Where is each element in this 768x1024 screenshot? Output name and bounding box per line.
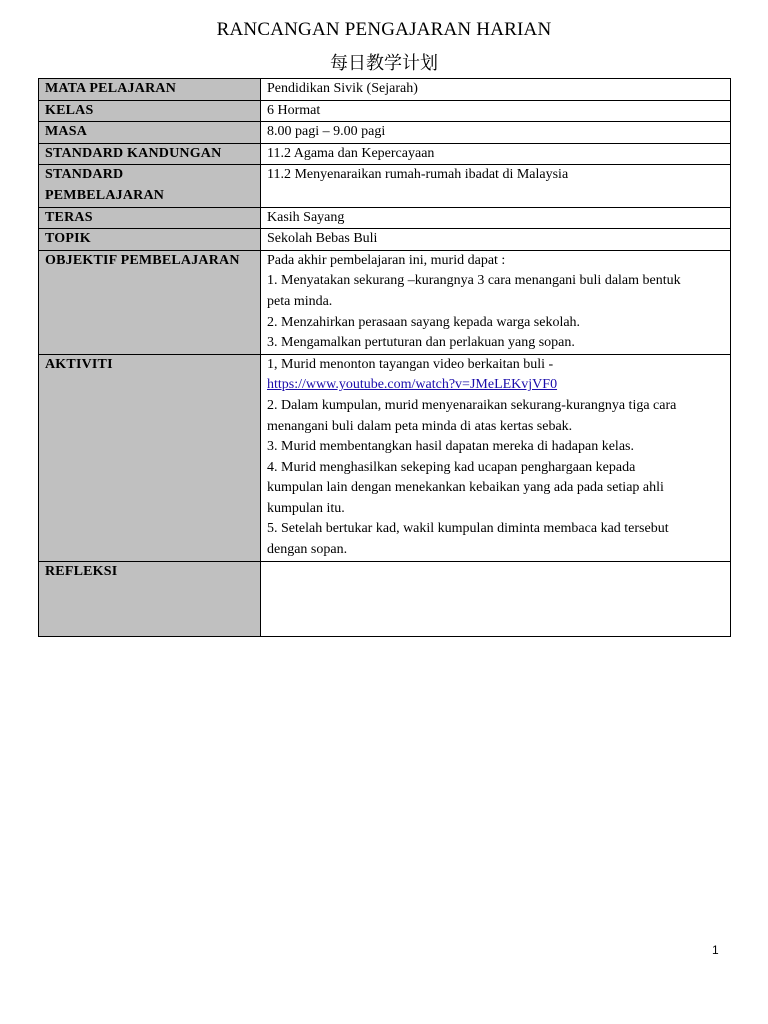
table-row-topik [39,229,731,251]
refleksi-content [261,561,731,636]
text-line: 2. Menzahirkan perasaan sayang kepada warga sekolah. [267,314,581,330]
page-title: RANCANGAN PENGAJARAN HARIAN [216,19,552,40]
row-value: 11.2 Agama dan Kepercayaan [261,143,731,165]
text-line: 4. Murid menghasilkan sekeping kad ucapan penghargaan kepada [267,459,636,475]
lesson-plan-table [38,78,731,637]
text-line: 2. Dalam kumpulan, murid menyenaraikan sekurang-kurangnya tiga cara [267,397,677,413]
row-label: TOPIK [39,229,261,251]
aktiviti-content [261,354,731,561]
row-value: 8.00 pagi – 9.00 pagi [261,122,731,144]
row-value: Kasih Sayang [261,207,731,229]
text-line: kumpulan itu. [267,500,345,516]
row-label: MATA PELAJARAN [39,79,261,101]
table-row-teras [39,207,731,229]
row-label: OBJEKTIF PEMBELAJARAN [39,250,261,354]
table-row-mata-pelajaran [39,79,731,101]
page-number: 1 [712,943,719,957]
table-row-refleksi [39,561,731,636]
text-line: kumpulan lain dengan menekankan kebaikan yang ada pada setiap ahli [267,480,664,496]
row-value: Pendidikan Sivik (Sejarah) [261,79,731,101]
text-line: 3. Murid membentangkan hasil dapatan mereka di hadapan kelas. [267,439,634,455]
row-value: 11.2 Menyenaraikan rumah-rumah ibadat di Malaysia [261,165,731,207]
table-row-masa [39,122,731,144]
text-line: dengan sopan. [267,542,348,558]
text-line: 3. Mengamalkan pertuturan dan perlakuan yang sopan. [267,335,575,351]
text-line: Pada akhir pembelajaran ini, murid dapat : [267,252,506,268]
text-line: peta minda. [267,293,333,309]
row-label: MASA [39,122,261,144]
row-label: KELAS [39,100,261,122]
objektif-content [261,250,731,354]
row-label [39,165,261,207]
row-label: STANDARD KANDUNGAN [39,143,261,165]
table-row-standard-kandungan [39,143,731,165]
page-subtitle: 每日教学计划 [330,53,438,74]
row-label: AKTIVITI [39,354,261,561]
table-row-kelas [39,100,731,122]
row-label-line: STANDARD [45,167,124,183]
text-line: menangani buli dalam peta minda di atas kertas sebak. [267,418,573,434]
video-link[interactable]: https://www.youtube.com/watch?v=JMeLEKvjVF0 [267,377,558,393]
text-line: 5. Setelah bertukar kad, wakil kumpulan diminta membaca kad tersebut [267,521,669,537]
row-label: TERAS [39,207,261,229]
table-row-standard-pembelajaran [39,165,731,207]
text-line: 1, Murid menonton tayangan video berkaitan buli - [267,356,554,372]
row-value: 6 Hormat [261,100,731,122]
row-value: Sekolah Bebas Buli [261,229,731,251]
table-row-objektif [39,250,731,354]
text-line: 1. Menyatakan sekurang –kurangnya 3 cara menangani buli dalam bentuk [267,273,681,289]
row-label-line: PEMBELAJARAN [45,187,165,203]
row-label: REFLEKSI [39,561,261,636]
table-row-aktiviti [39,354,731,561]
